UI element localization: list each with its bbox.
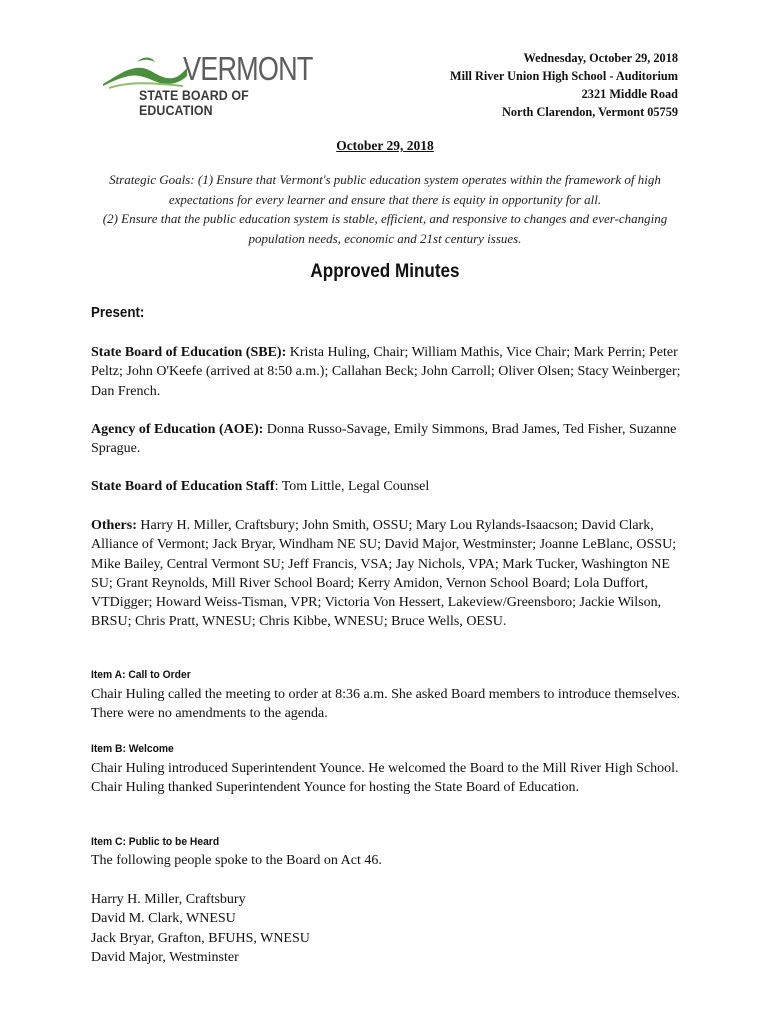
meeting-address: [450, 49, 678, 121]
meeting-date-heading: October 29, 2018: [336, 138, 434, 153]
address-line: Mill River Union High School - Auditorium: [450, 69, 678, 83]
speaker-list: [91, 890, 310, 967]
aoe-attendance: Agency of Education (AOE): Donna Russo-Savage, Emily Simmons, Brad James, Ted Fisher, Suzanne Sprague.: [91, 422, 677, 457]
item-b-text: Chair Huling introduced Superintendent Younce. He welcomed the Board to the Mill River High School. Chair Huling thanked Superintendent Younce for hosting the State Board of Education.: [91, 761, 679, 796]
others-attendance: Others: Harry H. Miller, Craftsbury; John Smith, OSSU; Mary Lou Rylands-Isaacson; David Clark, Alliance of Vermont; Jack Bryar, Windham NE SU; David Major, Westminster; Joanne LeBlanc, OSSU; Mike Bailey, Central Vermont SU; Jeff Francis, VSA; Jay Nichols, VPA; Mark Tucker, Washington NE SU; Grant Reynolds, Mill River School Board; Kerry Amidon, Vernon School Board; Lola Duffort, VTDigger; Howard Weiss-Tisman, VPR; Victoria Von Hessert, Lakeview/Greensboro; Jackie Wilson, BRSU; Chris Pratt, WNESU; Chris Kibbe, WNESU; Bruce Wells, OESU.: [91, 518, 677, 630]
logo-subtitle: STATE BOARD OF EDUCATION: [139, 88, 249, 118]
staff-label: State Board of Education Staff: [91, 479, 275, 494]
list-item: Harry H. Miller, Craftsbury: [91, 892, 246, 907]
list-item: David Major, Westminster: [91, 949, 239, 965]
list-item: David M. Clark, WNESU: [91, 911, 236, 927]
address-line: North Clarendon, Vermont 05759: [501, 105, 678, 119]
page-title: Approved Minutes: [310, 261, 460, 282]
item-a-text: Chair Huling called the meeting to order at 8:36 a.m. She asked Board members to introduce themselves. There were no amendments to the agenda.: [91, 687, 681, 722]
logo-wordmark: VERMONT: [183, 50, 313, 87]
item-a-heading: Item A: Call to Order: [91, 669, 191, 681]
sbe-label: State Board of Education (SBE):: [91, 345, 287, 360]
item-b-heading: Item B: Welcome: [91, 743, 174, 755]
present-heading: Present:: [91, 305, 145, 321]
address-line: 2321 Middle Road: [581, 87, 678, 101]
mountain-logo-icon: [103, 54, 189, 90]
strategic-goals: Strategic Goals: (1) Ensure that Vermont's public education system operates within the framework of high expectations for every learner and ensure that there is equity in opportunity for all. (2) Ensure that the public education system is stable, efficient, and responsive to changes and ever-changing population needs, economic and 21st century issues.: [102, 172, 668, 246]
list-item: Jack Bryar, Grafton, BFUHS, WNESU: [91, 930, 310, 946]
aoe-label: Agency of Education (AOE):: [91, 422, 264, 437]
item-c-heading: Item C: Public to be Heard: [91, 836, 220, 848]
item-c-text: The following people spoke to the Board on Act 46.: [91, 853, 382, 868]
vermont-sbe-logo: [103, 50, 325, 118]
staff-attendance: State Board of Education Staff: Tom Little, Legal Counsel: [91, 479, 430, 494]
others-label: Others:: [91, 518, 137, 533]
sbe-attendance: State Board of Education (SBE): Krista Huling, Chair; William Mathis, Vice Chair; Mark Perrin; Peter Peltz; John O'Keefe (arrived at 8:50 a.m.); Callahan Beck; John Carroll; Oliver Olsen; Stacy Weinberger; Dan French.: [91, 345, 681, 399]
address-line: Wednesday, October 29, 2018: [523, 51, 678, 65]
